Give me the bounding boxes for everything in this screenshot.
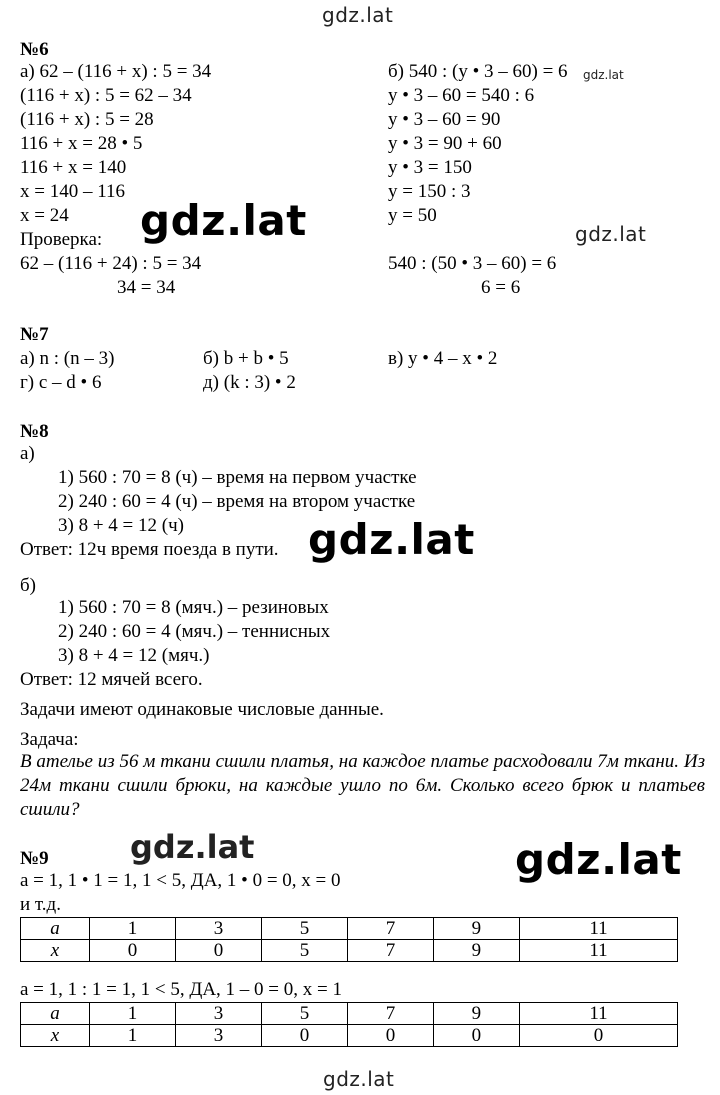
table-cell: 7 — [347, 940, 433, 962]
task6-right-line-5: y • 3 = 150 — [388, 157, 472, 178]
table-row — [21, 1025, 678, 1047]
table-cell: 11 — [519, 940, 677, 962]
watermark-small-1: gdz.lat — [575, 222, 647, 246]
task7-item-d: г) c – d • 6 — [20, 372, 102, 393]
task6-left-line-6: x = 140 – 116 — [20, 181, 126, 202]
table-cell: 5 — [261, 940, 347, 962]
task7-item-c: в) y • 4 – x • 2 — [388, 348, 498, 369]
table-cell: 11 — [519, 1003, 677, 1025]
task6-right-line-7: y = 50 — [388, 205, 437, 226]
table-cell: 0 — [261, 1025, 347, 1047]
task6-right-check: 540 : (50 • 3 – 60) = 6 — [388, 253, 557, 274]
table-cell: a — [21, 1003, 90, 1025]
task7-item-a: а) n : (n – 3) — [20, 348, 115, 369]
watermark-top: gdz.lat — [322, 3, 394, 27]
task6-left-line-3: (116 + x) : 5 = 28 — [20, 109, 154, 130]
task8-b-step-1: 1) 560 : 70 = 8 (мяч.) – резиновых — [58, 597, 329, 618]
table-cell: 0 — [433, 1025, 519, 1047]
task6-right-line-3: y • 3 – 60 = 90 — [388, 109, 501, 130]
watermark-big-2: gdz.lat — [308, 515, 475, 564]
table-cell: a — [21, 918, 90, 940]
task6-left-line-5: 116 + x = 140 — [20, 157, 127, 178]
task9-table-1 — [20, 917, 678, 962]
table-cell: 9 — [433, 940, 519, 962]
table-cell: 1 — [90, 1003, 176, 1025]
task8-note: Задачи имеют одинаковые числовые данные. — [20, 699, 384, 720]
task6-right-line-6: y = 150 : 3 — [388, 181, 471, 202]
task9-title: №9 — [20, 848, 49, 869]
task6-right-line-2: y • 3 – 60 = 540 : 6 — [388, 85, 535, 106]
task6-right-line-1: б) 540 : (y • 3 – 60) = 6 — [388, 61, 568, 82]
table-cell: x — [21, 940, 90, 962]
table-cell: 3 — [175, 1003, 261, 1025]
watermark-bottom: gdz.lat — [323, 1067, 395, 1091]
task6-left-line-1: а) 62 – (116 + x) : 5 = 34 — [20, 61, 212, 82]
task6-right-line-4: y • 3 = 90 + 60 — [388, 133, 502, 154]
table-cell: x — [21, 1025, 90, 1047]
table-cell: 3 — [175, 1025, 261, 1047]
table-cell: 5 — [261, 1003, 347, 1025]
table-cell: 0 — [175, 940, 261, 962]
watermark-big-1: gdz.lat — [140, 196, 307, 245]
table-cell: 1 — [90, 1025, 176, 1047]
task8-b-answer: Ответ: 12 мячей всего. — [20, 669, 203, 690]
task8-task-text: В ателье из 56 м ткани сшили платья, на каждое платье расходовали 7м ткани. Из 24м ткани сшили брюки, на каждые ушло по 6м. Сколько всего брюк и платьев сшили? — [20, 751, 705, 820]
table-cell: 11 — [519, 918, 677, 940]
table-cell: 9 — [433, 918, 519, 940]
table-cell: 0 — [347, 1025, 433, 1047]
task6-right-result: 6 = 6 — [481, 277, 521, 298]
table-row — [21, 918, 678, 940]
task6-left-result: 34 = 34 — [117, 277, 176, 298]
task8-part-a-label: а) — [20, 443, 35, 464]
table-cell: 9 — [433, 1003, 519, 1025]
table-cell: 1 — [90, 918, 176, 940]
table-cell: 0 — [519, 1025, 677, 1047]
task8-title: №8 — [20, 421, 49, 442]
task8-task-label: Задача: — [20, 729, 79, 750]
watermark-tiny: gdz.lat — [583, 68, 624, 82]
table-cell: 0 — [90, 940, 176, 962]
task6-left-line-7: x = 24 — [20, 205, 69, 226]
table-cell: 7 — [347, 918, 433, 940]
task8-part-b-label: б) — [20, 575, 36, 596]
task9-line-2: a = 1, 1 : 1 = 1, 1 < 5, ДА, 1 – 0 = 0, x = 1 — [20, 979, 342, 1000]
task6-left-check: 62 – (116 + 24) : 5 = 34 — [20, 253, 202, 274]
table-cell: 3 — [175, 918, 261, 940]
task9-line-1: a = 1, 1 • 1 = 1, 1 < 5, ДА, 1 • 0 = 0, x = 0 — [20, 870, 341, 891]
table-row — [21, 940, 678, 962]
task6-left-line-4: 116 + x = 28 • 5 — [20, 133, 143, 154]
task8-a-step-1: 1) 560 : 70 = 8 (ч) – время на первом участке — [58, 467, 417, 488]
task7-item-e: д) (k : 3) • 2 — [203, 372, 296, 393]
task9-table-2 — [20, 1002, 678, 1047]
task6-title: №6 — [20, 39, 49, 60]
task8-a-answer: Ответ: 12ч время поезда в пути. — [20, 539, 279, 560]
task7-item-b: б) b + b • 5 — [203, 348, 289, 369]
task8-a-step-2: 2) 240 : 60 = 4 (ч) – время на втором участке — [58, 491, 416, 512]
task8-b-step-3: 3) 8 + 4 = 12 (мяч.) — [58, 645, 210, 666]
task6-left-line-2: (116 + x) : 5 = 62 – 34 — [20, 85, 192, 106]
task7-title: №7 — [20, 324, 49, 345]
task6-check-label: Проверка: — [20, 229, 103, 250]
table-cell: 5 — [261, 918, 347, 940]
task8-b-step-2: 2) 240 : 60 = 4 (мяч.) – теннисных — [58, 621, 331, 642]
watermark-big-4: gdz.lat — [515, 835, 682, 884]
table-row — [21, 1003, 678, 1025]
watermark-big-3: gdz.lat — [130, 828, 255, 866]
task9-etc: и т.д. — [20, 894, 61, 915]
table-cell: 7 — [347, 1003, 433, 1025]
task8-a-step-3: 3) 8 + 4 = 12 (ч) — [58, 515, 184, 536]
